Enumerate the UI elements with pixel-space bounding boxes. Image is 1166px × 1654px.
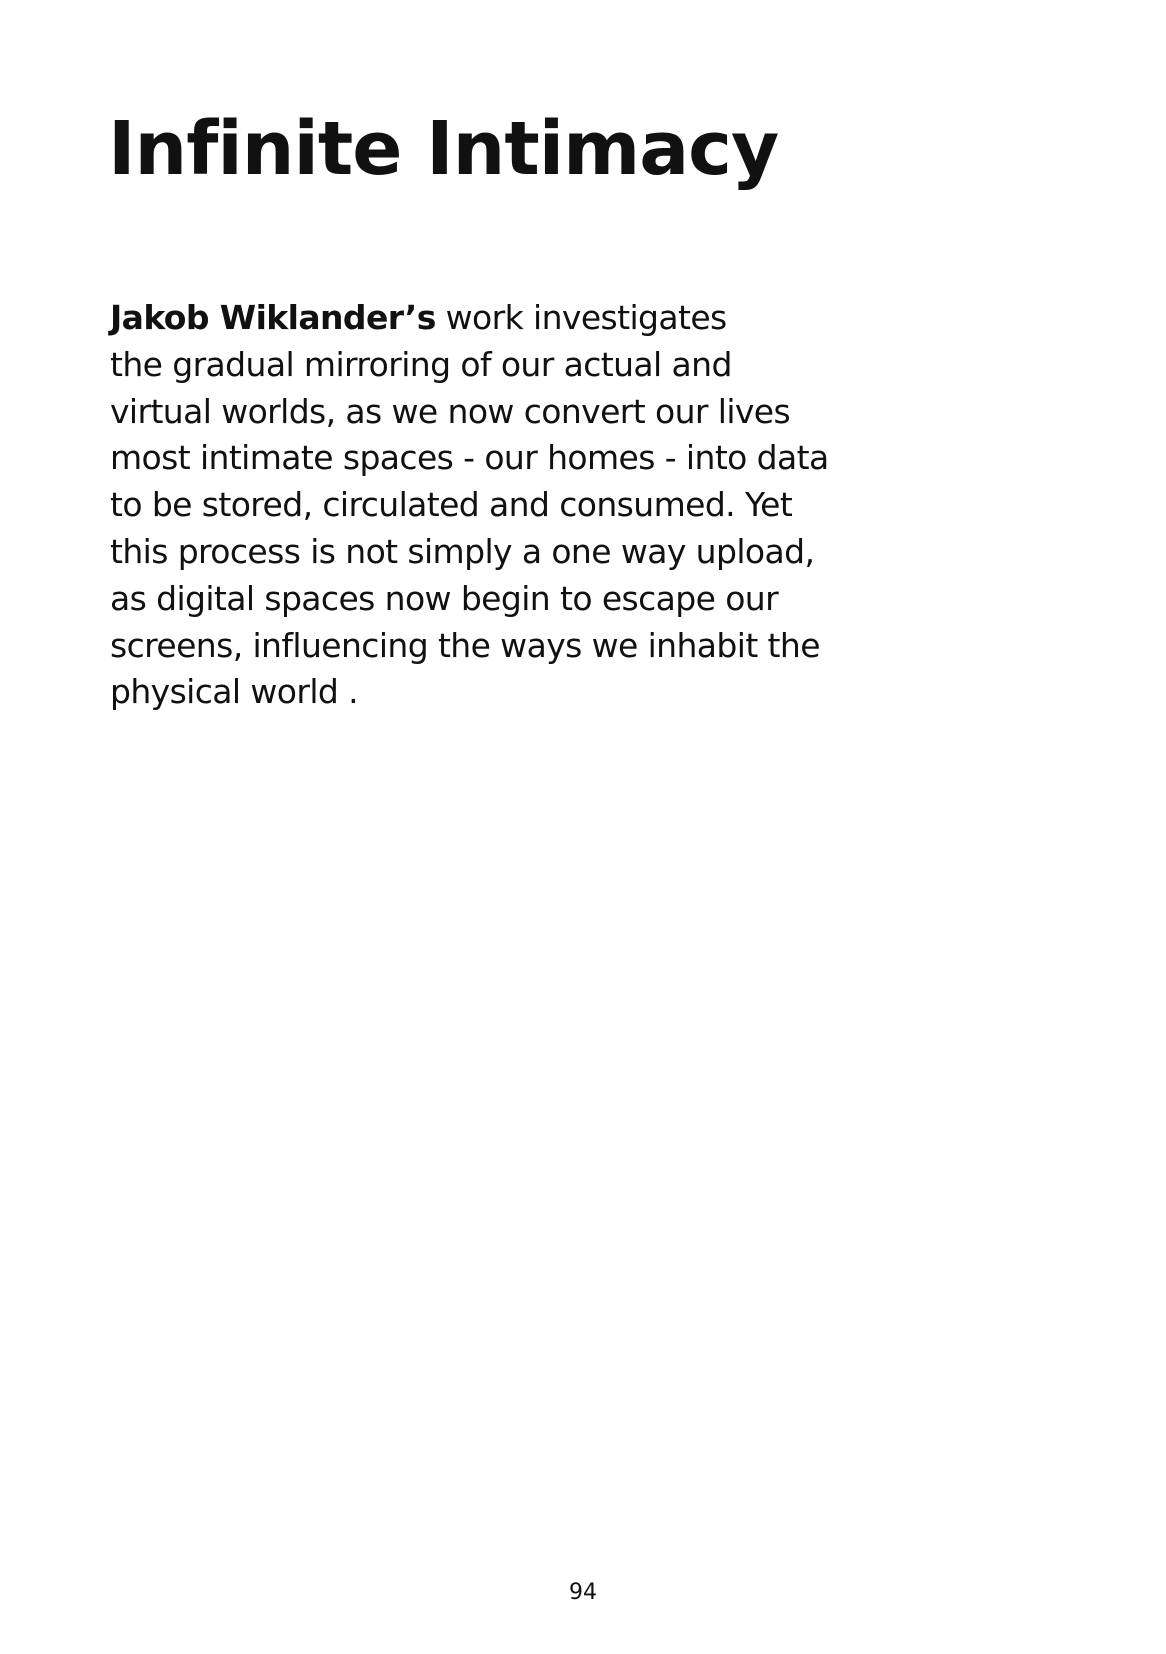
page-number: 94	[569, 1580, 597, 1605]
body-line-3: virtual worlds, as we now convert our lives	[110, 391, 791, 431]
body-line-7: as digital spaces now begin to escape our	[110, 578, 779, 618]
body-line-2: the gradual mirroring of our actual and	[110, 344, 732, 384]
body-line-6: this process is not simply a one way upload,	[110, 531, 815, 571]
body-line-8: screens, influencing the ways we inhabit the	[110, 625, 820, 665]
body-line-1	[110, 295, 850, 342]
body-line-5: to be stored, circulated and consumed. Yet	[110, 485, 793, 525]
page-title: Infinite Intimacy	[108, 106, 779, 192]
body-line-1-text: work investigates	[435, 298, 727, 337]
body-paragraph	[110, 295, 850, 716]
body-line-9: physical world .	[110, 672, 359, 712]
body-line-4: most intimate spaces - our homes - into data	[110, 438, 829, 478]
author-name: Jakob Wiklander’s	[110, 298, 436, 337]
